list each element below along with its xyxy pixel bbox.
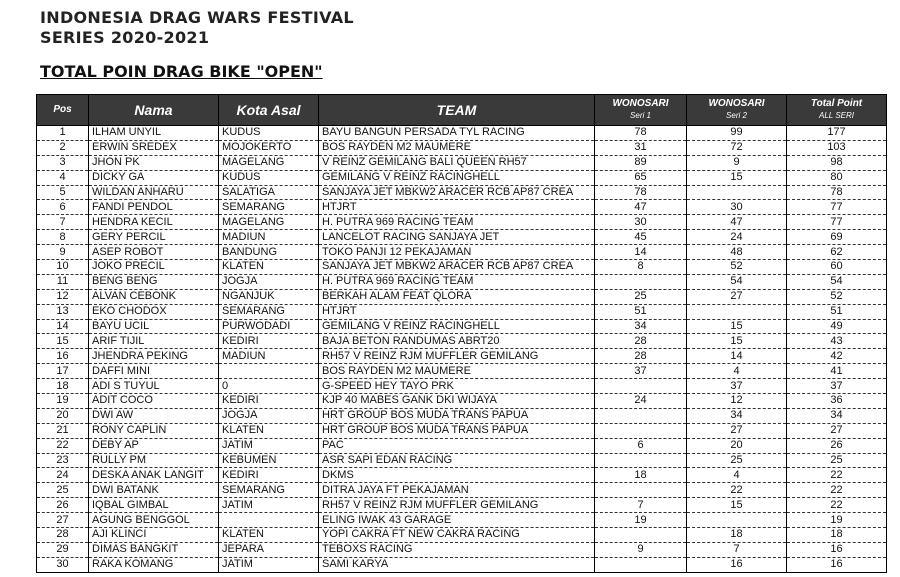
cell-nama: DIMAS BANGKIT [89, 542, 219, 557]
cell-s1: 28 [595, 349, 687, 364]
cell-s2: 15 [687, 170, 787, 185]
cell-s1 [595, 379, 687, 394]
cell-s1: 6 [595, 438, 687, 453]
cell-nama: GERY PERCIL [89, 230, 219, 245]
cell-s1: 51 [595, 304, 687, 319]
cell-s2: 15 [687, 498, 787, 513]
cell-team: ELING IWAK 43 GARAGE [319, 513, 595, 528]
table-row [37, 468, 887, 483]
cell-s1: 37 [595, 364, 687, 379]
cell-total: 80 [787, 170, 887, 185]
cell-team: HRT GROUP BOS MUDA TRANS PAPUA [319, 423, 595, 438]
cell-pos: 21 [37, 423, 89, 438]
cell-nama: FANDI PENDOL [89, 200, 219, 215]
table-body [37, 126, 887, 573]
cell-pos: 23 [37, 453, 89, 468]
cell-pos: 24 [37, 468, 89, 483]
cell-total: 34 [787, 408, 887, 423]
cell-kota: SEMARANG [219, 200, 319, 215]
table-row [37, 319, 887, 334]
cell-pos: 14 [37, 319, 89, 334]
table-row [37, 230, 887, 245]
cell-nama: ALVAN CEBONK [89, 289, 219, 304]
cell-pos: 30 [37, 557, 89, 572]
table-row [37, 438, 887, 453]
cell-pos: 20 [37, 408, 89, 423]
cell-s2 [687, 513, 787, 528]
cell-pos: 2 [37, 140, 89, 155]
cell-total: 37 [787, 379, 887, 394]
cell-pos: 25 [37, 483, 89, 498]
cell-total: 60 [787, 260, 887, 275]
cell-s1: 8 [595, 260, 687, 275]
cell-s2: 47 [687, 215, 787, 230]
table-row [37, 394, 887, 409]
cell-s1: 18 [595, 468, 687, 483]
cell-s1: 89 [595, 155, 687, 170]
cell-total: 26 [787, 438, 887, 453]
cell-total: 51 [787, 304, 887, 319]
event-title: INDONESIA DRAG WARS FESTIVAL [40, 8, 354, 27]
cell-total: 19 [787, 513, 887, 528]
cell-kota: 0 [219, 379, 319, 394]
cell-total: 98 [787, 155, 887, 170]
cell-s2: 15 [687, 319, 787, 334]
cell-total: 22 [787, 468, 887, 483]
cell-s1 [595, 528, 687, 543]
cell-nama: WILDAN ANHARU [89, 185, 219, 200]
cell-s1: 31 [595, 140, 687, 155]
cell-s2: 72 [687, 140, 787, 155]
table-row [37, 260, 887, 275]
cell-s1: 30 [595, 215, 687, 230]
cell-kota: JOGJA [219, 274, 319, 289]
table-row [37, 334, 887, 349]
cell-total: 43 [787, 334, 887, 349]
cell-kota: JATIM [219, 557, 319, 572]
cell-s1: 78 [595, 185, 687, 200]
table-row [37, 170, 887, 185]
cell-s2: 34 [687, 408, 787, 423]
cell-pos: 4 [37, 170, 89, 185]
cell-nama: ILHAM UNYIL [89, 126, 219, 141]
cell-s1: 25 [595, 289, 687, 304]
cell-s2: 14 [687, 349, 787, 364]
cell-total: 42 [787, 349, 887, 364]
cell-total: 52 [787, 289, 887, 304]
cell-pos: 6 [37, 200, 89, 215]
cell-nama: ADIT COCO [89, 394, 219, 409]
table-row [37, 423, 887, 438]
cell-team: DITRA JAYA FT PEKAJAMAN [319, 483, 595, 498]
cell-pos: 29 [37, 542, 89, 557]
cell-kota: MOJOKERTO [219, 140, 319, 155]
cell-s1: 28 [595, 334, 687, 349]
cell-s1: 7 [595, 498, 687, 513]
cell-kota: KLATEN [219, 260, 319, 275]
cell-team: BAYU BANGUN PERSADA TYL RACING [319, 126, 595, 141]
cell-total: 177 [787, 126, 887, 141]
cell-team: ASR SAPI EDAN RACING [319, 453, 595, 468]
cell-team: TEBOXS RACING [319, 542, 595, 557]
cell-team: V REINZ GEMILANG BALI QUEEN RH57 [319, 155, 595, 170]
table-row [37, 304, 887, 319]
cell-s1: 78 [595, 126, 687, 141]
cell-s2: 18 [687, 528, 787, 543]
cell-team: HTJRT [319, 200, 595, 215]
cell-pos: 11 [37, 274, 89, 289]
cell-team: YOPI CAKRA FT NEW CAKRA RACING [319, 528, 595, 543]
cell-nama: DWI AW [89, 408, 219, 423]
cell-s2: 4 [687, 468, 787, 483]
cell-s1: 34 [595, 319, 687, 334]
table-row [37, 245, 887, 260]
cell-pos: 5 [37, 185, 89, 200]
cell-s2: 27 [687, 423, 787, 438]
cell-s2: 4 [687, 364, 787, 379]
cell-pos: 26 [37, 498, 89, 513]
table-row [37, 364, 887, 379]
cell-pos: 18 [37, 379, 89, 394]
cell-s2: 52 [687, 260, 787, 275]
table-row [37, 528, 887, 543]
cell-kota: JOGJA [219, 408, 319, 423]
cell-s1 [595, 557, 687, 572]
cell-kota: JEPARA [219, 542, 319, 557]
cell-s2: 54 [687, 274, 787, 289]
cell-nama: JHON PK [89, 155, 219, 170]
cell-nama: ARIF TIJIL [89, 334, 219, 349]
table-row [37, 200, 887, 215]
cell-pos: 22 [37, 438, 89, 453]
table-header-row [37, 95, 887, 126]
cell-total: 36 [787, 394, 887, 409]
cell-pos: 27 [37, 513, 89, 528]
cell-s2 [687, 185, 787, 200]
cell-s2: 20 [687, 438, 787, 453]
cell-nama: RAKA KOMANG [89, 557, 219, 572]
cell-kota: KEBUMEN [219, 453, 319, 468]
cell-total: 16 [787, 542, 887, 557]
cell-nama: JHENDRA PEKING [89, 349, 219, 364]
table-row [37, 379, 887, 394]
col-seri-1: WONOSARI Seri 1 [595, 95, 687, 126]
cell-s1 [595, 453, 687, 468]
cell-pos: 17 [37, 364, 89, 379]
cell-team: HTJRT [319, 304, 595, 319]
table-row [37, 498, 887, 513]
cell-pos: 13 [37, 304, 89, 319]
cell-pos: 10 [37, 260, 89, 275]
cell-total: 41 [787, 364, 887, 379]
cell-s2: 30 [687, 200, 787, 215]
table-row [37, 557, 887, 572]
cell-s1 [595, 408, 687, 423]
cell-pos: 1 [37, 126, 89, 141]
cell-nama: AJI KLINCI [89, 528, 219, 543]
cell-total: 69 [787, 230, 887, 245]
cell-s2: 7 [687, 542, 787, 557]
cell-total: 77 [787, 200, 887, 215]
cell-kota: MAGELANG [219, 215, 319, 230]
cell-nama: AGUNG BENGGOL [89, 513, 219, 528]
table-row [37, 155, 887, 170]
cell-s1: 47 [595, 200, 687, 215]
cell-pos: 9 [37, 245, 89, 260]
cell-pos: 12 [37, 289, 89, 304]
table-row [37, 513, 887, 528]
cell-s2: 25 [687, 453, 787, 468]
table-row [37, 483, 887, 498]
col-nama: Nama [89, 95, 219, 126]
cell-team: KJP 40 MABES GANK DKI WIJAYA [319, 394, 595, 409]
cell-team: PAC [319, 438, 595, 453]
col-seri-2: WONOSARI Seri 2 [687, 95, 787, 126]
table-row [37, 274, 887, 289]
cell-nama: DWI BATANK [89, 483, 219, 498]
cell-team: RH57 V REINZ RJM MUFFLER GEMILANG [319, 498, 595, 513]
cell-s1: 65 [595, 170, 687, 185]
cell-kota: JATIM [219, 498, 319, 513]
cell-kota: NGANJUK [219, 289, 319, 304]
cell-kota: SEMARANG [219, 304, 319, 319]
col-total: Total Point ALL SERI [787, 95, 887, 126]
cell-s2 [687, 304, 787, 319]
cell-s1: 45 [595, 230, 687, 245]
cell-team: RH57 V REINZ RJM MUFFLER GEMILANG [319, 349, 595, 364]
cell-s2: 12 [687, 394, 787, 409]
cell-total: 27 [787, 423, 887, 438]
cell-s1: 9 [595, 542, 687, 557]
cell-s2: 48 [687, 245, 787, 260]
cell-kota: KLATEN [219, 423, 319, 438]
cell-team: SAMI KARYA [319, 557, 595, 572]
cell-nama: ASEP ROBOT [89, 245, 219, 260]
cell-team: BAJA BETON RANDUMAS ABRT20 [319, 334, 595, 349]
cell-total: 78 [787, 185, 887, 200]
cell-nama: DESKA ANAK LANGIT [89, 468, 219, 483]
cell-total: 18 [787, 528, 887, 543]
cell-nama: DAFFI MINI [89, 364, 219, 379]
cell-kota: BANDUNG [219, 245, 319, 260]
table-row [37, 542, 887, 557]
cell-kota [219, 513, 319, 528]
cell-pos: 3 [37, 155, 89, 170]
cell-team: BOS RAYDEN M2 MAUMERE [319, 364, 595, 379]
cell-team: SANJAYA JET MBKW2 ARACER RCB AP87 CREA [319, 260, 595, 275]
cell-team: SANJAYA JET MBKW2 ARACER RCB AP87 CREA [319, 185, 595, 200]
table-row [37, 215, 887, 230]
cell-total: 62 [787, 245, 887, 260]
cell-pos: 7 [37, 215, 89, 230]
table-row [37, 408, 887, 423]
cell-nama: BAYU UCIL [89, 319, 219, 334]
standings-table [36, 94, 887, 573]
cell-team: LANCELOT RACING SANJAYA JET [319, 230, 595, 245]
cell-nama: DEBY AP [89, 438, 219, 453]
cell-total: 16 [787, 557, 887, 572]
cell-total: 54 [787, 274, 887, 289]
cell-s2: 27 [687, 289, 787, 304]
table-row [37, 289, 887, 304]
cell-team: TOKO PANJI 12 PEKAJAMAN [319, 245, 595, 260]
col-pos: Pos [37, 95, 89, 126]
cell-team: H. PUTRA 969 RACING TEAM [319, 215, 595, 230]
cell-nama: HENDRA KECIL [89, 215, 219, 230]
table-title: TOTAL POIN DRAG BIKE "OPEN" [40, 62, 323, 81]
cell-nama: ADI S TUYUL [89, 379, 219, 394]
cell-s1 [595, 483, 687, 498]
cell-total: 25 [787, 453, 887, 468]
table-row [37, 453, 887, 468]
cell-team: GEMILANG V REINZ RACINGHELL [319, 319, 595, 334]
table-row [37, 140, 887, 155]
cell-nama: BENG BENG [89, 274, 219, 289]
cell-nama: DICKY GA [89, 170, 219, 185]
cell-total: 22 [787, 483, 887, 498]
cell-nama: ERWIN SREDEX [89, 140, 219, 155]
cell-total: 77 [787, 215, 887, 230]
cell-s2: 9 [687, 155, 787, 170]
cell-nama: RULLY PM [89, 453, 219, 468]
cell-kota: KEDIRI [219, 334, 319, 349]
cell-kota: KLATEN [219, 528, 319, 543]
cell-s2: 15 [687, 334, 787, 349]
cell-kota: MAGELANG [219, 155, 319, 170]
cell-pos: 28 [37, 528, 89, 543]
cell-kota: KUDUS [219, 170, 319, 185]
col-kota: Kota Asal [219, 95, 319, 126]
table-row [37, 349, 887, 364]
cell-nama: IQBAL GIMBAL [89, 498, 219, 513]
cell-kota: JATIM [219, 438, 319, 453]
cell-nama: EKO CHODOX [89, 304, 219, 319]
cell-team: BERKAH ALAM FEAT QLORA [319, 289, 595, 304]
cell-kota: MADIUN [219, 349, 319, 364]
cell-kota: KUDUS [219, 126, 319, 141]
cell-s2: 22 [687, 483, 787, 498]
cell-total: 22 [787, 498, 887, 513]
cell-pos: 19 [37, 394, 89, 409]
cell-s2: 37 [687, 379, 787, 394]
cell-s1 [595, 274, 687, 289]
cell-nama: JOKO PRECIL [89, 260, 219, 275]
cell-kota: MADIUN [219, 230, 319, 245]
cell-total: 49 [787, 319, 887, 334]
cell-s1 [595, 423, 687, 438]
cell-team: GEMILANG V REINZ RACINGHELL [319, 170, 595, 185]
col-team: TEAM [319, 95, 595, 126]
cell-team: G-SPEED HEY TAYO PRK [319, 379, 595, 394]
event-series: SERIES 2020-2021 [40, 28, 210, 47]
table-row [37, 126, 887, 141]
cell-pos: 16 [37, 349, 89, 364]
document-header [40, 8, 354, 48]
cell-s1: 14 [595, 245, 687, 260]
cell-kota: KEDIRI [219, 394, 319, 409]
cell-team: HRT GROUP BOS MUDA TRANS PAPUA [319, 408, 595, 423]
cell-s1: 24 [595, 394, 687, 409]
cell-pos: 15 [37, 334, 89, 349]
cell-team: DKMS [319, 468, 595, 483]
cell-s2: 16 [687, 557, 787, 572]
table-row [37, 185, 887, 200]
cell-kota: SEMARANG [219, 483, 319, 498]
cell-s1: 19 [595, 513, 687, 528]
cell-nama: RONY CAPLIN [89, 423, 219, 438]
cell-team: H. PUTRA 969 RACING TEAM [319, 274, 595, 289]
cell-s2: 99 [687, 126, 787, 141]
cell-team: BOS RAYDEN M2 MAUMERE [319, 140, 595, 155]
cell-kota [219, 364, 319, 379]
cell-kota: KEDIRI [219, 468, 319, 483]
cell-total: 103 [787, 140, 887, 155]
cell-s2: 24 [687, 230, 787, 245]
cell-pos: 8 [37, 230, 89, 245]
cell-kota: PURWODADI [219, 319, 319, 334]
cell-kota: SALATIGA [219, 185, 319, 200]
